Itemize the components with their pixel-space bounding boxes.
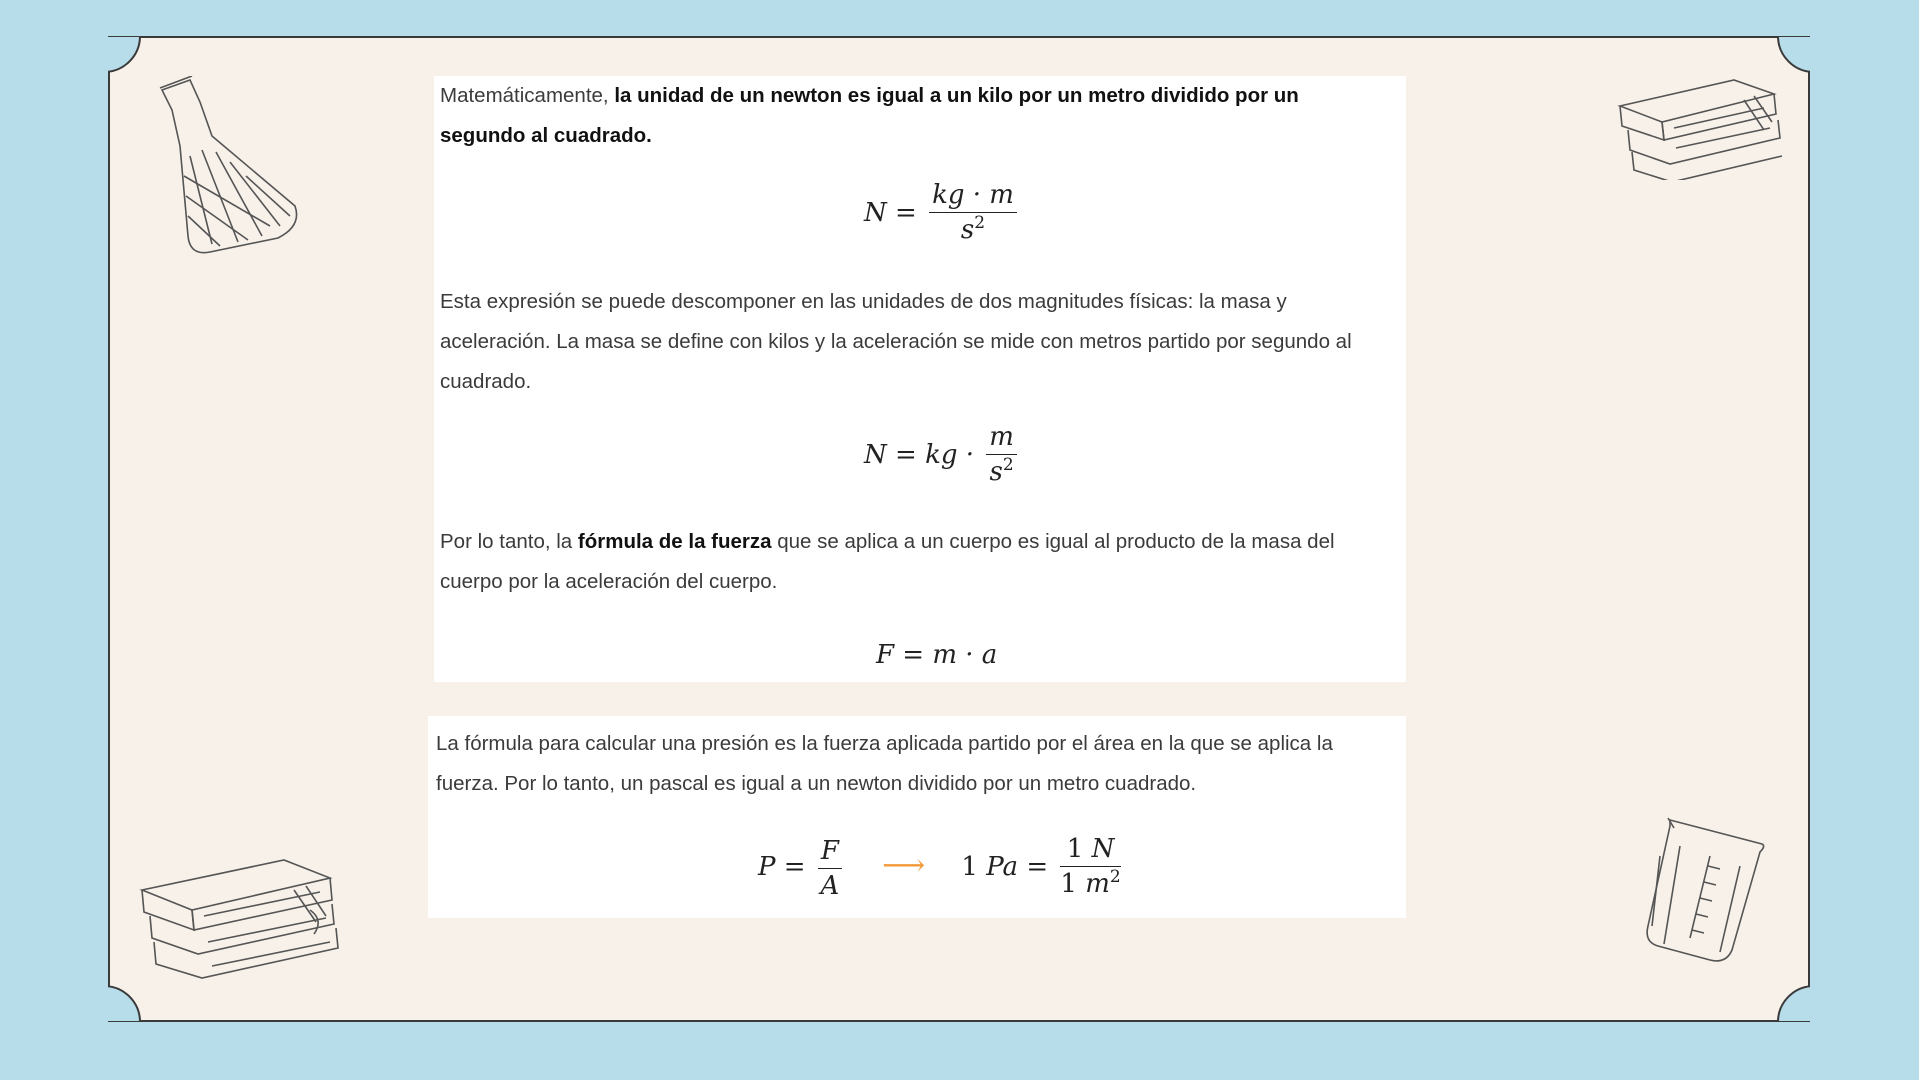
content-card-pressure — [428, 716, 1406, 918]
paragraph-pressure-formula — [436, 724, 1333, 804]
equation-symbol: N — [864, 440, 887, 470]
books-icon — [134, 850, 344, 980]
paragraph-text: Esta expresión se puede descomponer en las unidades de dos magnitudes físicas: la masa y — [440, 290, 1287, 313]
content-card-newton — [434, 76, 1406, 682]
denominator — [1060, 867, 1120, 902]
denominator-base: s — [960, 215, 975, 245]
equals-sign: = — [895, 198, 917, 228]
paragraph-text: cuerpo por la aceleración del cuerpo. — [440, 570, 778, 593]
numerator — [1060, 834, 1120, 867]
denominator-unit: m — [1085, 869, 1110, 899]
exponent: 2 — [1002, 455, 1014, 475]
numerator: kg · m — [929, 180, 1017, 213]
paragraph-newton-definition — [440, 76, 1299, 156]
bold-text: la unidad de un newton es igual a un kilo por un metro dividido por un — [614, 84, 1299, 107]
equation-unit: Pa — [986, 852, 1019, 882]
fraction — [1060, 834, 1120, 902]
numerator-number: 1 — [1066, 834, 1084, 864]
equals-sign: = — [1026, 852, 1049, 882]
paragraph-text: Por lo tanto, la — [440, 530, 578, 553]
equation-newton-units — [864, 180, 1021, 248]
paragraph-text: Matemáticamente, — [440, 84, 615, 107]
flask-icon — [150, 76, 310, 256]
beaker-icon — [1640, 816, 1770, 966]
fraction — [929, 180, 1017, 248]
denominator: A — [820, 870, 840, 901]
denominator — [929, 213, 1017, 248]
equals-sign: = — [783, 852, 806, 882]
bold-text: segundo al cuadrado. — [440, 124, 652, 147]
paragraph-text: aceleración. La masa se define con kilos y la aceleración se mide con metros partido por segundo al — [440, 330, 1352, 353]
equation-force — [876, 640, 997, 670]
paragraph-text: que se aplica a un cuerpo es igual al producto de la masa del — [771, 530, 1335, 553]
paragraph-force-formula — [440, 522, 1335, 602]
paragraph-text: La fórmula para calcular una presión es la fuerza aplicada partido por el área en la que se aplica la — [436, 732, 1333, 755]
equation-text: F = m · a — [876, 640, 998, 670]
equation-term: kg · — [925, 440, 975, 470]
fraction — [986, 422, 1017, 490]
denominator-base: s — [989, 457, 1003, 487]
equation-pascal — [758, 834, 1125, 902]
exponent: 2 — [1109, 867, 1121, 887]
denominator — [986, 455, 1017, 490]
equation-newton-kg-m-s2 — [864, 422, 1021, 490]
numerator: F — [818, 836, 842, 869]
paragraph-text: cuadrado. — [440, 370, 532, 393]
equation-symbol: P — [758, 852, 776, 882]
exponent: 2 — [974, 213, 986, 233]
numerator-unit: N — [1091, 834, 1115, 864]
paragraph-decomposition — [440, 282, 1352, 402]
bold-text: fórmula de la fuerza — [577, 530, 772, 553]
equation-number: 1 — [961, 852, 978, 882]
numerator: m — [986, 422, 1017, 455]
arrow-right-icon: ⟶ — [882, 848, 926, 883]
paragraph-text: fuerza. Por lo tanto, un pascal es igual a un newton dividido por un metro cuadrado. — [436, 772, 1197, 795]
equals-sign: = — [895, 440, 917, 470]
denominator-number: 1 — [1060, 869, 1077, 899]
fraction — [818, 836, 842, 901]
equation-symbol: N — [864, 198, 887, 228]
books-icon — [1614, 70, 1784, 180]
